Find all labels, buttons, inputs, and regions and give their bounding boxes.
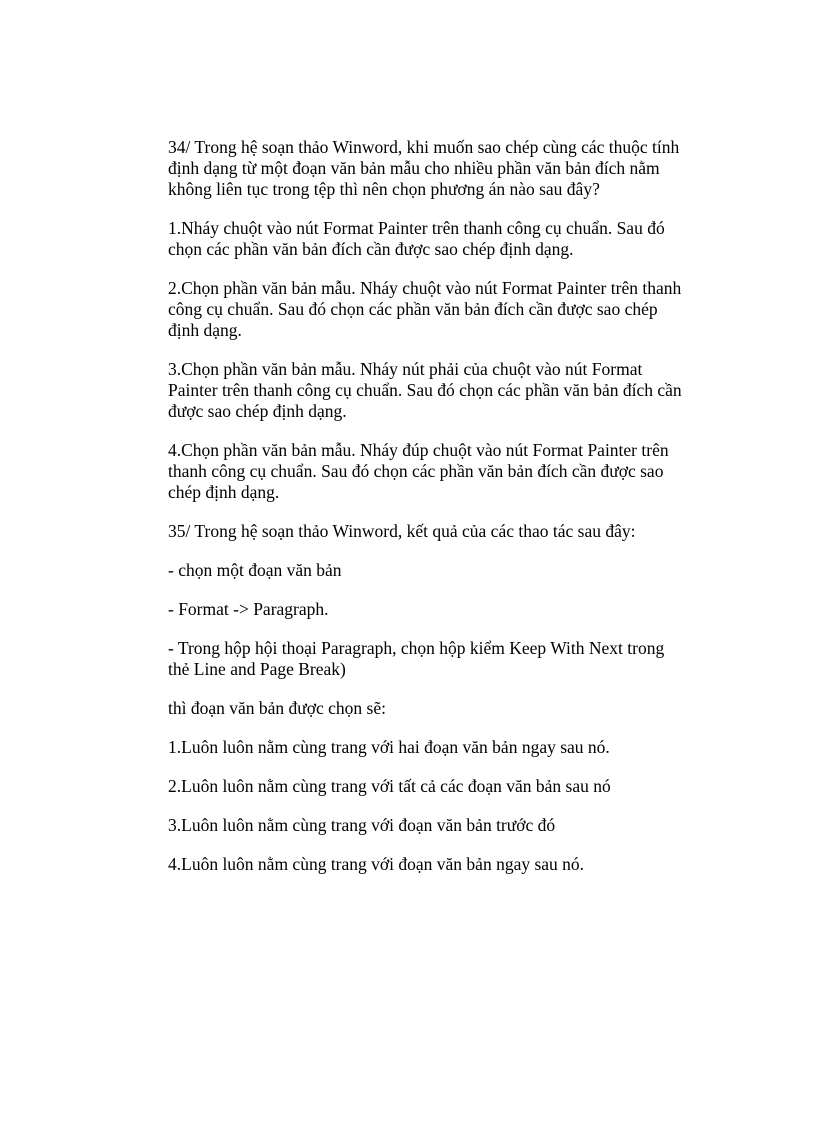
question-35-prompt: thì đoạn văn bản được chọn sẽ: xyxy=(168,698,386,718)
question-35-option-4: 4.Luôn luôn nằm cùng trang với đoạn văn bản ngay sau nó. xyxy=(168,854,585,874)
question-34-option-2: 2.Chọn phần văn bản mẫu. Nháy chuột vào nút Format Painter trên thanh công cụ chuẩn. Sau đó chọn các phần văn bản đích cần được sao chép định dạng. xyxy=(168,278,682,340)
question-35-text: 35/ Trong hệ soạn thảo Winword, kết quả của các thao tác sau đây: xyxy=(168,521,636,541)
question-34-option-3: 3.Chọn phần văn bản mẫu. Nháy nút phải của chuột vào nút Format Painter trên thanh công cụ chuẩn. Sau đó chọn các phần văn bản đích cần được sao chép định dạng. xyxy=(168,359,682,421)
question-34-option-1: 1.Nháy chuột vào nút Format Painter trên thanh công cụ chuẩn. Sau đó chọn các phần văn bản đích cần được sao chép định dạng. xyxy=(168,218,665,259)
question-35-option-2: 2.Luôn luôn nằm cùng trang với tất cả các đoạn văn bản sau nó xyxy=(168,776,611,796)
document-body xyxy=(168,137,688,893)
question-35-step-2: - Format -> Paragraph. xyxy=(168,599,329,619)
question-35-step-3: - Trong hộp hội thoại Paragraph, chọn hộp kiểm Keep With Next trong thẻ Line and Page Break) xyxy=(168,638,665,679)
question-34-text: 34/ Trong hệ soạn thảo Winword, khi muốn sao chép cùng các thuộc tính định dạng từ một đoạn văn bản mẫu cho nhiều phần văn bản đích nằm không liên tục trong tệp thì nên chọn phương án nào sau đây? xyxy=(168,137,680,199)
question-35-step-1: - chọn một đoạn văn bản xyxy=(168,560,342,580)
question-34-option-4: 4.Chọn phần văn bản mẫu. Nháy đúp chuột vào nút Format Painter trên thanh công cụ chuẩn. Sau đó chọn các phần văn bản đích cần được sao chép định dạng. xyxy=(168,440,669,502)
question-35-option-1: 1.Luôn luôn nằm cùng trang với hai đoạn văn bản ngay sau nó. xyxy=(168,737,610,757)
question-35-option-3: 3.Luôn luôn nằm cùng trang với đoạn văn bản trước đó xyxy=(168,815,556,835)
